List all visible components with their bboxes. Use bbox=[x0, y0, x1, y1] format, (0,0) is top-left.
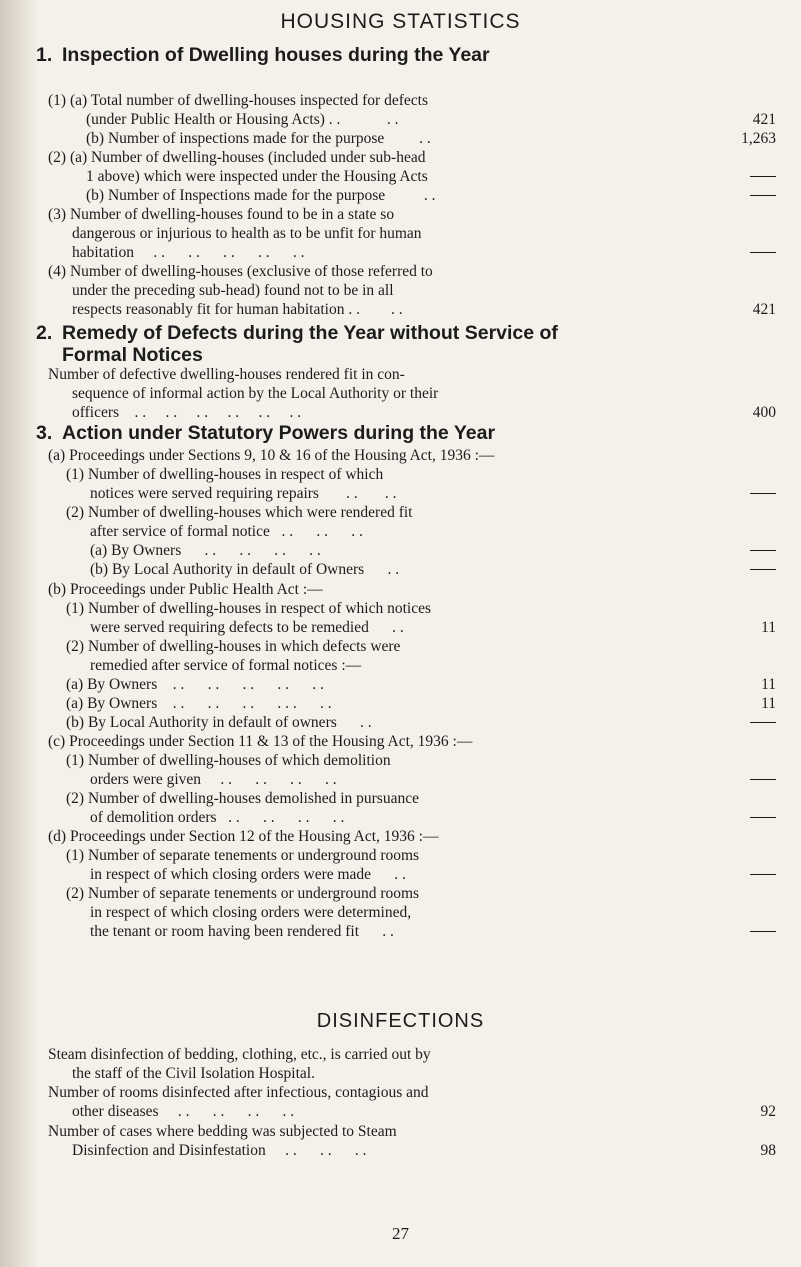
row-text: in respect of which closing orders were made . . bbox=[90, 866, 406, 883]
row-text: (b) By Local Authority in default of Owners . . bbox=[90, 561, 400, 578]
section-3-heading bbox=[36, 422, 776, 444]
row-text: (1) Number of separate tenements or underground rooms bbox=[66, 847, 420, 864]
statistic-row bbox=[66, 751, 776, 789]
section-number: 1. bbox=[36, 44, 53, 66]
row-value bbox=[750, 713, 776, 732]
row-value: 421 bbox=[752, 111, 776, 128]
statistic-row bbox=[66, 694, 776, 713]
page-title: HOUSING STATISTICS bbox=[280, 10, 521, 33]
row-text: dangerous or injurious to health as to be unfit for human bbox=[72, 225, 422, 242]
row-text: (b) Number of inspections made for the purpose . . bbox=[86, 130, 431, 147]
row-value: 98 bbox=[760, 1142, 776, 1159]
row-text: remedied after service of formal notices :— bbox=[90, 657, 362, 674]
page-edge-shadow bbox=[0, 0, 40, 1267]
statistic-row bbox=[66, 637, 776, 675]
row-text: Number of cases where bedding was subjected to Steam bbox=[48, 1123, 397, 1140]
statistic-row bbox=[48, 148, 776, 167]
row-text: the staff of the Civil Isolation Hospital. bbox=[72, 1065, 315, 1082]
row-text: (2) Number of dwelling-houses in which defects were bbox=[66, 638, 401, 655]
section-2-heading bbox=[36, 322, 776, 366]
row-value bbox=[750, 484, 776, 503]
dash-mark bbox=[750, 541, 776, 551]
row-text: the tenant or room having been rendered fit . . bbox=[90, 923, 394, 940]
statistic-row bbox=[66, 465, 776, 503]
row-value bbox=[750, 541, 776, 560]
statistic-row bbox=[66, 503, 776, 541]
row-value: 400 bbox=[752, 404, 776, 421]
row-value bbox=[750, 808, 776, 827]
section-heading-text: Formal Notices bbox=[62, 344, 203, 366]
statistic-row bbox=[48, 732, 776, 751]
row-text: officers . . . . . . . . . . . . bbox=[72, 404, 302, 421]
dash-mark bbox=[750, 484, 776, 494]
statistic-row bbox=[86, 186, 776, 205]
statistic-row bbox=[48, 1122, 776, 1160]
row-text: (2) Number of dwelling-houses which were rendered fit bbox=[66, 504, 413, 521]
row-text: (b) Number of Inspections made for the purpose . . bbox=[86, 187, 436, 204]
row-value bbox=[750, 186, 776, 205]
dash-mark bbox=[750, 922, 776, 932]
statistic-row bbox=[48, 1045, 776, 1083]
section-number: 3. bbox=[36, 422, 53, 444]
statistic-row bbox=[86, 167, 776, 186]
row-value bbox=[750, 167, 776, 186]
row-text: respects reasonably fit for human habitation . . . . bbox=[72, 301, 403, 318]
row-text: (2) Number of separate tenements or underground rooms bbox=[66, 885, 420, 902]
row-text: under the preceding sub-head) found not to be in all bbox=[72, 282, 394, 299]
row-value: 421 bbox=[752, 301, 776, 318]
disinfections-heading: DISINFECTIONS bbox=[316, 1010, 485, 1032]
row-text: (b) By Local Authority in default of owners . . bbox=[66, 714, 372, 731]
row-text: (1) Number of dwelling-houses of which demolition bbox=[66, 752, 391, 769]
dash-mark bbox=[750, 243, 776, 253]
page-number: 27 bbox=[392, 1224, 409, 1243]
statistic-row bbox=[48, 580, 776, 599]
row-value bbox=[750, 770, 776, 789]
statistic-row bbox=[48, 365, 776, 422]
row-value: 11 bbox=[761, 619, 776, 636]
statistic-row bbox=[90, 541, 776, 560]
dash-mark bbox=[750, 770, 776, 780]
statistic-row bbox=[48, 91, 776, 110]
row-text: (a) By Owners . . . . . . . . . . bbox=[66, 676, 324, 693]
statistic-row bbox=[48, 1083, 776, 1121]
row-text: (3) Number of dwelling-houses found to be in a state so bbox=[48, 206, 395, 223]
dash-mark bbox=[750, 167, 776, 177]
row-text: Disinfection and Disinfestation . . . . . . bbox=[72, 1142, 367, 1159]
row-text: of demolition orders . . . . . . . . bbox=[90, 809, 345, 826]
section-heading-text: Remedy of Defects during the Year without Service of bbox=[62, 322, 558, 344]
row-text: (under Public Health or Housing Acts) . . . . bbox=[86, 111, 399, 128]
section-number: 2. bbox=[36, 322, 53, 344]
row-text: were served requiring defects to be remedied . . bbox=[90, 619, 404, 636]
section-heading-text: Action under Statutory Powers during the Year bbox=[62, 422, 496, 444]
section-1-heading bbox=[36, 44, 776, 66]
row-text: (c) Proceedings under Section 11 & 13 of the Housing Act, 1936 :— bbox=[48, 733, 473, 750]
row-text: 1 above) which were inspected under the Housing Acts bbox=[86, 168, 428, 185]
dash-mark bbox=[750, 560, 776, 570]
row-value: 11 bbox=[761, 676, 776, 693]
row-text: (a) By Owners . . . . . . . . . . . bbox=[66, 695, 332, 712]
row-value bbox=[750, 922, 776, 941]
dash-mark bbox=[750, 865, 776, 875]
row-value: 11 bbox=[761, 695, 776, 712]
statistic-row bbox=[66, 713, 776, 732]
statistic-row bbox=[48, 446, 776, 465]
dash-mark bbox=[750, 808, 776, 818]
statistic-row bbox=[66, 599, 776, 637]
row-text: after service of formal notice . . . . . . bbox=[90, 523, 363, 540]
row-value bbox=[750, 560, 776, 579]
statistic-row bbox=[66, 846, 776, 884]
row-text: habitation . . . . . . . . . . bbox=[72, 244, 305, 261]
section-heading-text: Inspection of Dwelling houses during the Year bbox=[62, 44, 490, 66]
row-text: (a) Proceedings under Sections 9, 10 & 16 of the Housing Act, 1936 :— bbox=[48, 447, 495, 464]
dash-mark bbox=[750, 713, 776, 723]
row-value: 1,263 bbox=[741, 130, 776, 147]
statistic-row bbox=[90, 560, 776, 579]
row-text: (4) Number of dwelling-houses (exclusive of those referred to bbox=[48, 263, 433, 280]
row-text: Number of rooms disinfected after infectious, contagious and bbox=[48, 1084, 429, 1101]
row-text: (1) Number of dwelling-houses in respect of which notices bbox=[66, 600, 432, 617]
row-value bbox=[750, 865, 776, 884]
statistic-row bbox=[86, 129, 776, 148]
row-value bbox=[750, 243, 776, 262]
row-text: (2) (a) Number of dwelling-houses (included under sub-head bbox=[48, 149, 426, 166]
row-text: orders were given . . . . . . . . bbox=[90, 771, 337, 788]
statistic-row bbox=[48, 205, 776, 262]
row-text: (a) By Owners . . . . . . . . bbox=[90, 542, 321, 559]
statistic-row bbox=[86, 110, 776, 129]
row-text: in respect of which closing orders were determined, bbox=[90, 904, 412, 921]
row-text: Steam disinfection of bedding, clothing, etc., is carried out by bbox=[48, 1046, 431, 1063]
row-text: (2) Number of dwelling-houses demolished in pursuance bbox=[66, 790, 419, 807]
row-text: (d) Proceedings under Section 12 of the Housing Act, 1936 :— bbox=[48, 828, 439, 845]
row-text: (b) Proceedings under Public Health Act :— bbox=[48, 581, 323, 598]
statistic-row bbox=[48, 827, 776, 846]
row-text: notices were served requiring repairs . . . . bbox=[90, 485, 397, 502]
row-text: sequence of informal action by the Local Authority or their bbox=[72, 385, 439, 402]
row-text: (1) (a) Total number of dwelling-houses inspected for defects bbox=[48, 92, 428, 109]
row-text: other diseases . . . . . . . . bbox=[72, 1103, 295, 1120]
statistic-row bbox=[66, 675, 776, 694]
row-text: Number of defective dwelling-houses rendered fit in con- bbox=[48, 366, 405, 383]
dash-mark bbox=[750, 186, 776, 196]
statistic-row bbox=[66, 789, 776, 827]
statistic-row bbox=[48, 262, 776, 319]
row-value: 92 bbox=[760, 1103, 776, 1120]
row-text: (1) Number of dwelling-houses in respect of which bbox=[66, 466, 384, 483]
statistic-row bbox=[66, 884, 776, 941]
